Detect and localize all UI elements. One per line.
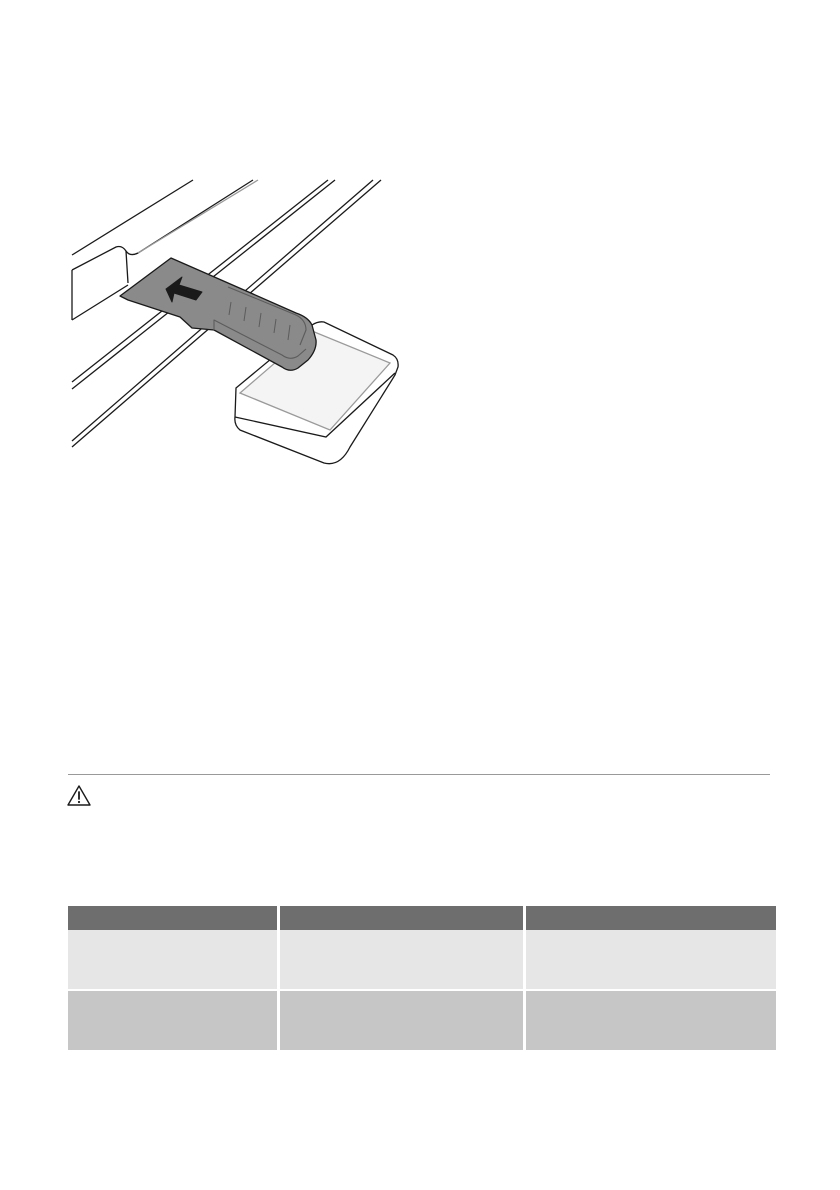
table-row	[68, 930, 776, 991]
table-cell	[68, 930, 277, 991]
warning-separator	[68, 774, 770, 775]
table-cell	[523, 991, 776, 1050]
table-header-cell	[277, 906, 523, 930]
shelf-drip-tray-illustration	[68, 175, 408, 470]
table-header-cell	[523, 906, 776, 930]
table-header-row	[68, 906, 776, 930]
table-cell	[277, 991, 523, 1050]
page-number	[730, 0, 840, 20]
table-header-cell	[68, 906, 277, 930]
table-cell	[277, 930, 523, 991]
table-cell	[523, 930, 776, 991]
table-row	[68, 991, 776, 1050]
table-cell	[68, 991, 277, 1050]
info-table	[68, 906, 776, 1050]
drip-tray-insert	[120, 258, 316, 370]
warning-triangle-icon	[66, 784, 92, 807]
